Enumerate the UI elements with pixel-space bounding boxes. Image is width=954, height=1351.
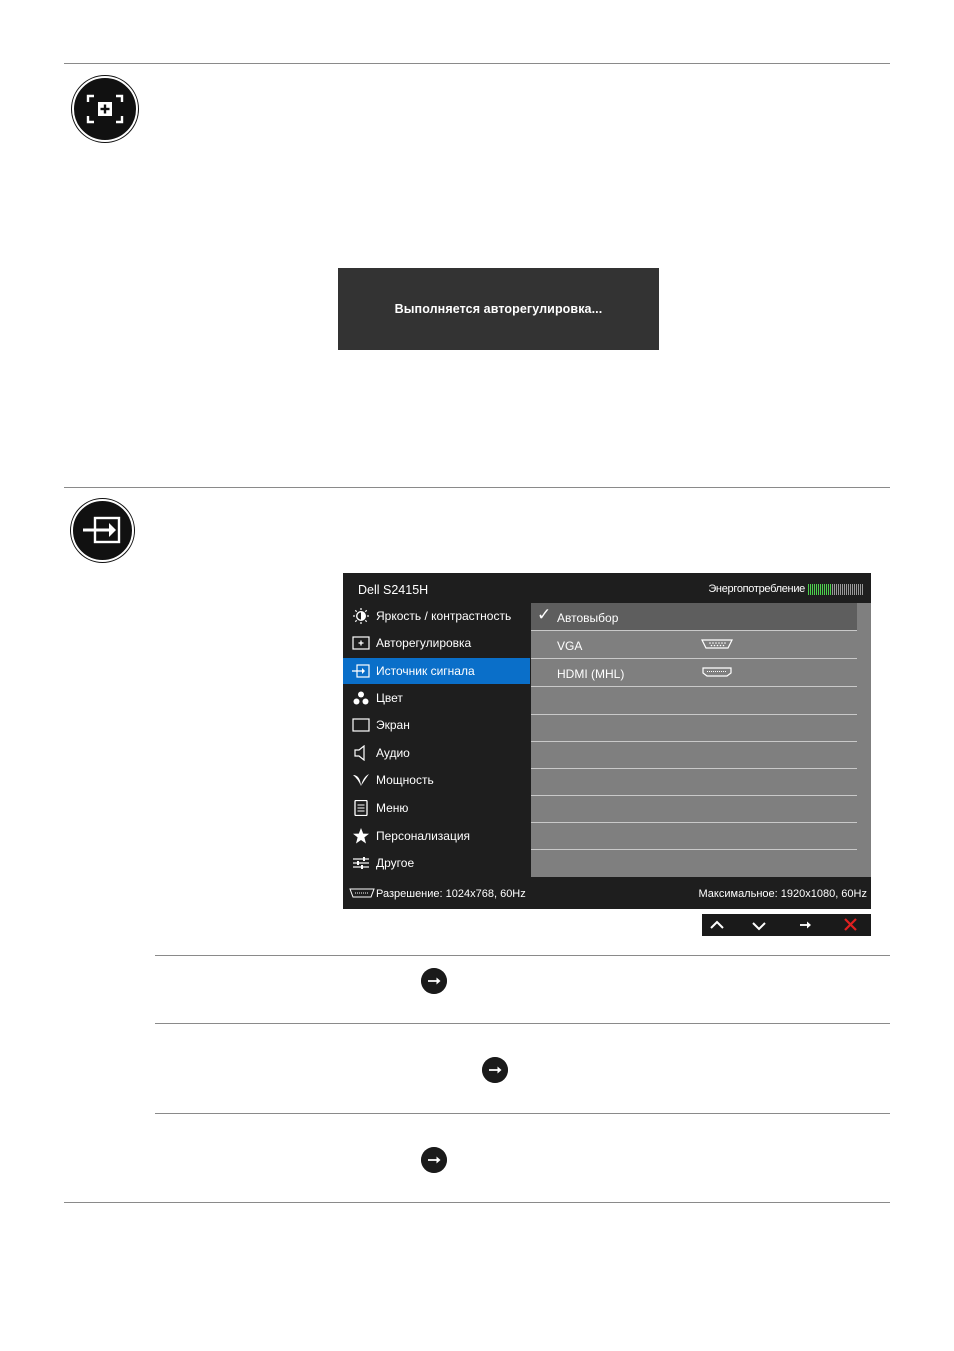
energy-meter-tick	[832, 584, 833, 595]
menu-item-power[interactable]	[343, 767, 530, 793]
other-icon	[352, 855, 370, 871]
energy-meter-tick	[854, 584, 855, 595]
energy-meter-tick	[856, 584, 857, 595]
checkmark-icon: ✓	[537, 605, 552, 624]
vga-connector-icon	[349, 888, 375, 898]
energy-meter-tick	[844, 584, 845, 595]
auto-adjust-icon	[352, 635, 370, 651]
submenu-empty-row	[531, 741, 857, 769]
max-resolution: Максимальное: 1920x1080, 60Hz	[698, 888, 867, 900]
right-arrow-icon[interactable]	[790, 914, 820, 936]
osd-footer	[343, 877, 871, 909]
monitor-model: Dell S2415H	[358, 583, 429, 597]
energy-meter-tick	[826, 584, 827, 595]
menu-item-label: Персонализация	[376, 829, 471, 843]
up-icon[interactable]	[702, 914, 732, 936]
menu-item-menu[interactable]	[343, 795, 530, 821]
energy-meter-tick	[834, 584, 835, 595]
menu-icon	[352, 800, 370, 816]
section-divider	[64, 63, 890, 64]
menu-item-label: Цвет	[376, 691, 403, 705]
submenu-item-vga[interactable]	[531, 631, 857, 659]
menu-item-label: Другое	[376, 856, 415, 870]
menu-item-label: Авторегулировка	[376, 636, 472, 650]
row-divider	[155, 1113, 890, 1114]
arrow-right-icon	[421, 968, 447, 994]
osd-header	[343, 573, 871, 603]
input-source-icon	[71, 499, 134, 562]
osd-panel	[343, 573, 871, 909]
color-icon	[352, 690, 370, 706]
hdmi-connector-icon	[701, 666, 733, 678]
close-icon[interactable]	[836, 914, 866, 936]
energy-meter-tick	[842, 584, 843, 595]
energy-meter-tick	[846, 584, 847, 595]
menu-item-label: Мощность	[376, 773, 434, 787]
energy-meter	[808, 584, 866, 595]
section-divider	[64, 1202, 890, 1203]
menu-item-display[interactable]	[343, 712, 530, 738]
current-resolution: Разрешение: 1024x768, 60Hz	[376, 888, 526, 900]
menu-item-label: Экран	[376, 718, 410, 732]
display-icon	[352, 717, 370, 733]
energy-meter-tick	[860, 584, 861, 595]
energy-meter-tick	[814, 584, 815, 595]
menu-item-label: Меню	[376, 801, 409, 815]
submenu-item-auto-select[interactable]	[531, 603, 857, 631]
arrow-right-icon	[482, 1057, 508, 1083]
menu-item-label: Яркость / контрастность	[376, 609, 512, 623]
auto-adjust-icon	[72, 76, 138, 142]
submenu-item-label: Автовыбор	[557, 611, 619, 625]
auto-adjust-progress-toast: Выполняется авторегулировка...	[338, 268, 659, 350]
energy-meter-tick	[840, 584, 841, 595]
star-icon	[352, 828, 370, 844]
menu-item-label: Источник сигнала	[376, 664, 475, 678]
osd-main-menu	[343, 603, 530, 877]
energy-meter-tick	[858, 584, 859, 595]
power-icon	[352, 772, 370, 788]
energy-meter-tick	[810, 584, 811, 595]
brightness-icon	[352, 608, 370, 624]
down-icon[interactable]	[744, 914, 774, 936]
submenu-item-label: VGA	[557, 639, 583, 653]
energy-meter-tick	[820, 584, 821, 595]
menu-item-personalize[interactable]	[343, 823, 530, 849]
submenu-empty-row	[531, 768, 857, 796]
energy-meter-tick	[848, 584, 849, 595]
energy-meter-tick	[816, 584, 817, 595]
section-divider	[64, 487, 890, 488]
arrow-right-icon	[421, 1147, 447, 1173]
energy-label: Энергопотребление	[708, 583, 805, 595]
menu-item-audio[interactable]	[343, 740, 530, 766]
audio-icon	[352, 745, 370, 761]
energy-meter-tick	[836, 584, 837, 595]
energy-meter-tick	[862, 584, 863, 595]
energy-meter-tick	[850, 584, 851, 595]
row-divider	[155, 1023, 890, 1024]
energy-meter-tick	[822, 584, 823, 595]
energy-meter-tick	[830, 584, 831, 595]
energy-meter-tick	[808, 584, 809, 595]
energy-meter-tick	[824, 584, 825, 595]
submenu-empty-row	[531, 714, 857, 742]
osd-submenu	[531, 603, 871, 877]
input-source-icon	[352, 663, 370, 679]
menu-item-input-source[interactable]	[343, 658, 530, 684]
energy-meter-tick	[818, 584, 819, 595]
energy-meter-tick	[812, 584, 813, 595]
submenu-item-label: HDMI (MHL)	[557, 667, 625, 681]
vga-connector-icon	[701, 638, 733, 650]
submenu-empty-row	[531, 822, 857, 850]
osd-nav-bar	[702, 914, 871, 936]
menu-item-other[interactable]	[343, 850, 530, 876]
row-divider	[155, 955, 890, 956]
menu-item-label: Аудио	[376, 746, 410, 760]
submenu-empty-row	[531, 687, 857, 715]
menu-item-color[interactable]	[343, 685, 530, 711]
energy-meter-tick	[828, 584, 829, 595]
energy-meter-tick	[838, 584, 839, 595]
submenu-item-hdmi-mhl[interactable]	[531, 659, 857, 687]
menu-item-brightness-contrast[interactable]	[343, 603, 530, 629]
submenu-empty-row	[531, 795, 857, 823]
energy-meter-tick	[852, 584, 853, 595]
menu-item-auto-adjust[interactable]	[343, 630, 530, 656]
